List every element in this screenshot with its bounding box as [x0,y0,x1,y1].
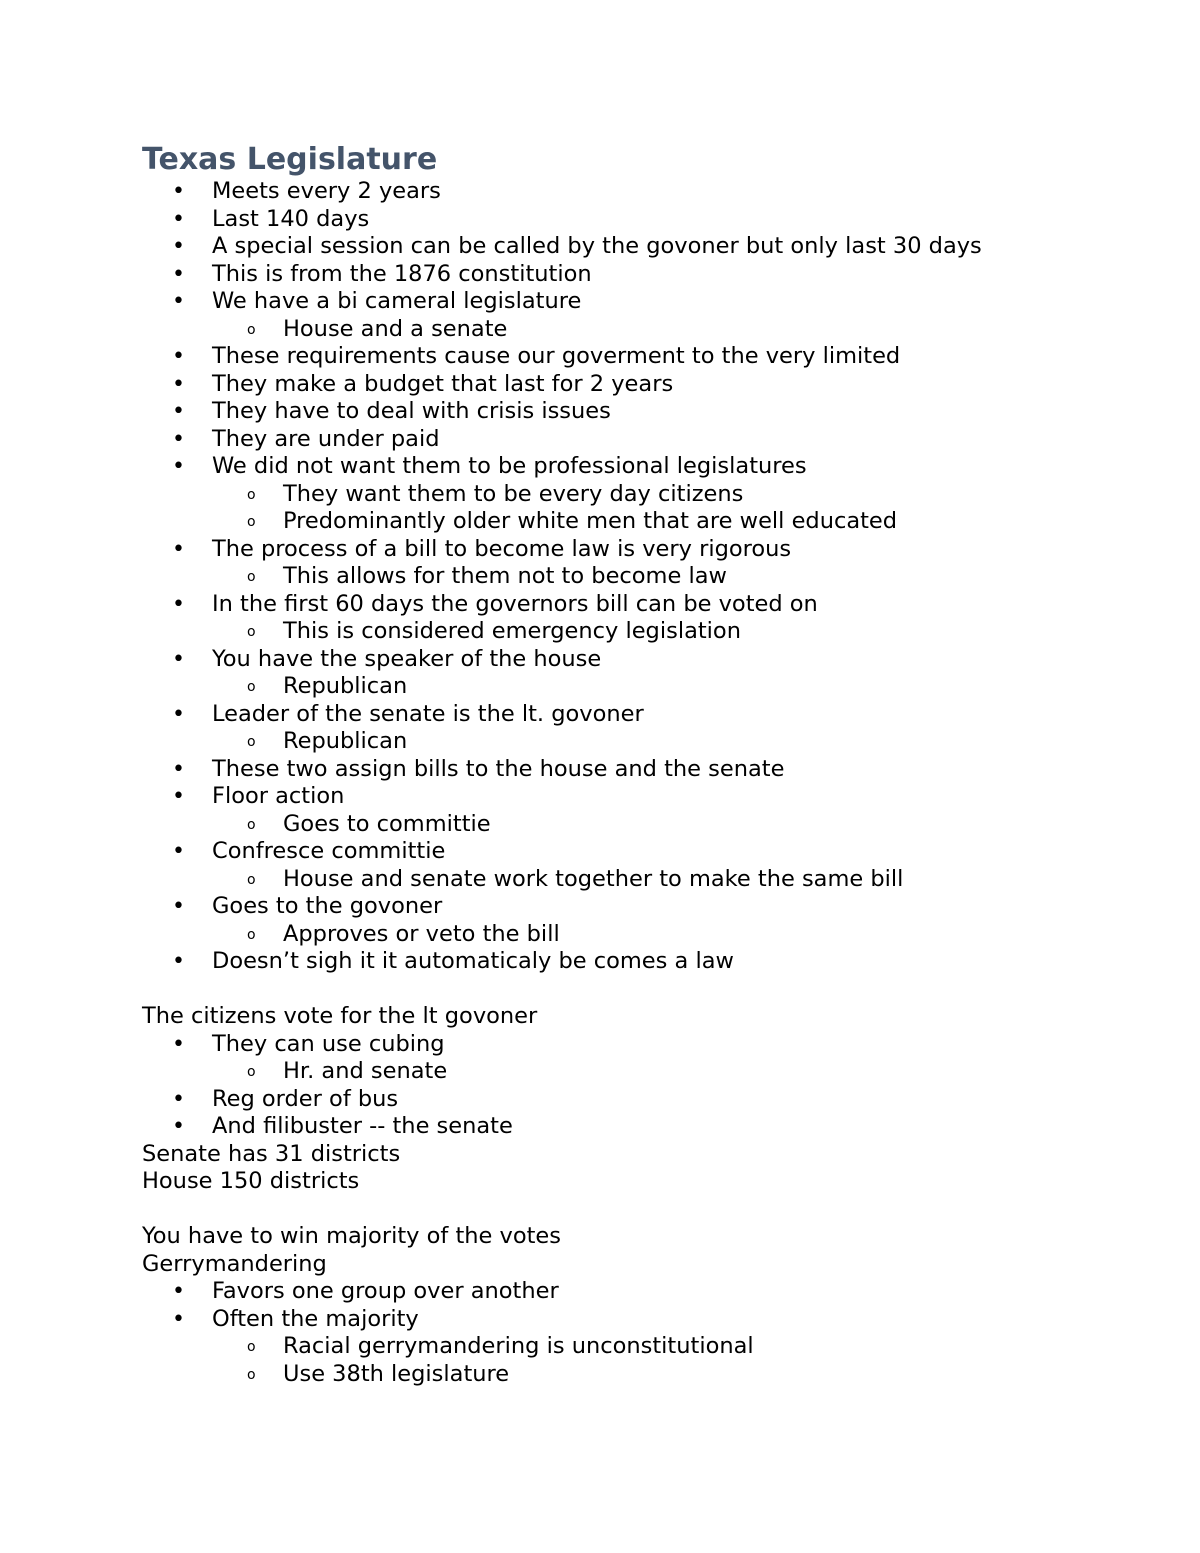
bullet-item [142,453,1102,481]
bullet-icon: • [172,894,185,919]
line-text: You have to win majority of the votes [142,1223,561,1249]
line-text: Favors one group over another [212,1278,559,1304]
sub-bullet-item [142,728,1102,756]
bullet-icon: • [172,289,185,314]
sub-bullet-icon: o [247,1366,256,1383]
sub-bullet-icon: o [247,679,256,695]
bullet-item [142,398,1102,426]
line-text: A special session can be called by the govoner but only last 30 days [212,233,982,259]
sub-bullet-icon: o [247,871,256,888]
blank-line [142,1196,1102,1224]
document-title: Texas Legislature [142,142,438,177]
sub-bullet-icon: o [247,926,256,943]
line-text: Republican [283,673,408,699]
paragraph-line [142,1223,1102,1251]
line-text: Use 38th legislature [283,1360,510,1387]
bullet-icon: • [172,756,185,782]
bullet-item [142,343,1102,371]
line-text: House and senate work together to make the same bill [283,865,904,892]
bullet-item [142,233,1102,261]
bullet-item [142,261,1102,289]
bullet-icon: • [172,371,185,397]
bullet-item [142,178,1102,206]
bullet-item [142,838,1102,866]
bullet-item [142,1113,1102,1141]
line-text: These two assign bills to the house and the senate [212,755,785,782]
line-text: House 150 districts [142,1168,360,1194]
line-text: The citizens vote for the lt govoner [142,1003,538,1029]
line-text: Floor action [212,783,345,809]
bullet-item [142,756,1102,784]
line-text: This is considered emergency legislation [283,618,741,644]
sub-bullet-icon: o [247,514,256,530]
line-text: In the first 60 days the governors bill can be voted on [212,590,818,617]
bullet-item [142,1306,1102,1334]
sub-bullet-item [142,866,1102,894]
bullet-icon: • [172,949,185,974]
bullet-icon: • [172,591,185,617]
paragraph-line [142,1168,1102,1196]
bullet-icon: • [172,1114,185,1139]
notes-body [142,178,1102,1388]
bullet-icon: • [172,646,185,672]
line-text: These requirements cause our goverment to the very limited [212,343,901,369]
line-text: They are under paid [212,425,440,452]
bullet-icon: • [172,1279,185,1304]
bullet-item [142,1031,1102,1059]
line-text: Senate has 31 districts [142,1140,401,1167]
bullet-item [142,948,1102,976]
line-text: Hr. and senate [283,1058,448,1084]
sub-bullet-item [142,673,1102,701]
sub-bullet-icon: o [247,569,256,585]
bullet-icon: • [172,839,185,864]
line-text: Confresce committie [212,838,446,864]
sub-bullet-icon: o [247,1064,256,1080]
bullet-item [142,536,1102,564]
bullet-item [142,288,1102,316]
bullet-icon: • [172,536,185,562]
sub-bullet-item [142,563,1102,591]
bullet-icon: • [172,1086,185,1112]
line-text: Gerrymandering [142,1250,327,1277]
bullet-icon: • [172,454,185,479]
bullet-icon: • [172,344,185,369]
line-text: And filibuster -- the senate [212,1113,513,1139]
bullet-icon: • [172,1031,185,1057]
paragraph-line [142,1003,1102,1031]
sub-bullet-icon: o [247,816,256,833]
bullet-icon: • [172,261,185,287]
line-text: The process of a bill to become law is very rigorous [212,535,792,562]
bullet-item [142,1086,1102,1114]
bullet-item [142,206,1102,234]
bullet-item [142,783,1102,811]
line-text: Meets every 2 years [212,178,441,204]
bullet-icon: • [172,234,185,259]
line-text: Goes to the govoner [212,893,443,919]
line-text: Approves or veto the bill [283,920,560,947]
bullet-icon: • [172,784,185,809]
bullet-item [142,371,1102,399]
bullet-item [142,426,1102,454]
line-text: They have to deal with crisis issues [212,398,611,424]
sub-bullet-icon: o [247,486,256,503]
document-page [142,140,1102,1388]
line-text: Often the majority [212,1305,419,1332]
line-text: This is from the 1876 constitution [212,260,592,287]
line-text: They want them to be every day citizens [283,480,744,507]
line-text: Doesn’t sigh it it automaticaly be comes a law [212,948,734,974]
sub-bullet-item [142,1333,1102,1361]
sub-bullet-item [142,1058,1102,1086]
sub-bullet-item [142,1361,1102,1389]
line-text: We did not want them to be professional legislatures [212,453,807,479]
line-text: Goes to committie [283,810,491,837]
sub-bullet-icon: o [247,734,256,750]
line-text: We have a bi cameral legislature [212,288,582,314]
paragraph-line [142,1251,1102,1279]
bullet-item [142,591,1102,619]
line-text: You have the speaker of the house [212,645,602,672]
sub-bullet-item [142,481,1102,509]
line-text: Leader of the senate is the lt. govoner [212,700,644,727]
bullet-icon: • [172,399,185,424]
bullet-item [142,893,1102,921]
bullet-item [142,701,1102,729]
sub-bullet-icon: o [247,624,256,640]
line-text: House and a senate [283,315,508,342]
bullet-icon: • [172,179,185,204]
line-text: Last 140 days [212,205,370,232]
blank-line [142,976,1102,1004]
sub-bullet-item [142,811,1102,839]
sub-bullet-item [142,618,1102,646]
bullet-icon: • [172,426,185,452]
sub-bullet-icon: o [247,1339,256,1355]
line-text: This allows for them not to become law [283,563,727,589]
line-text: They can use cubing [212,1030,445,1057]
line-text: Predominantly older white men that are well educated [283,508,898,534]
sub-bullet-item [142,921,1102,949]
bullet-icon: • [172,701,185,727]
sub-bullet-item [142,508,1102,536]
bullet-icon: • [172,206,185,232]
bullet-item [142,646,1102,674]
paragraph-line [142,1141,1102,1169]
bullet-item [142,1278,1102,1306]
sub-bullet-item [142,316,1102,344]
line-text: They make a budget that last for 2 years [212,370,674,397]
line-text: Republican [283,728,408,754]
sub-bullet-icon: o [247,321,256,338]
line-text: Reg order of bus [212,1085,399,1112]
line-text: Racial gerrymandering is unconstitutional [283,1333,754,1359]
bullet-icon: • [172,1306,185,1332]
